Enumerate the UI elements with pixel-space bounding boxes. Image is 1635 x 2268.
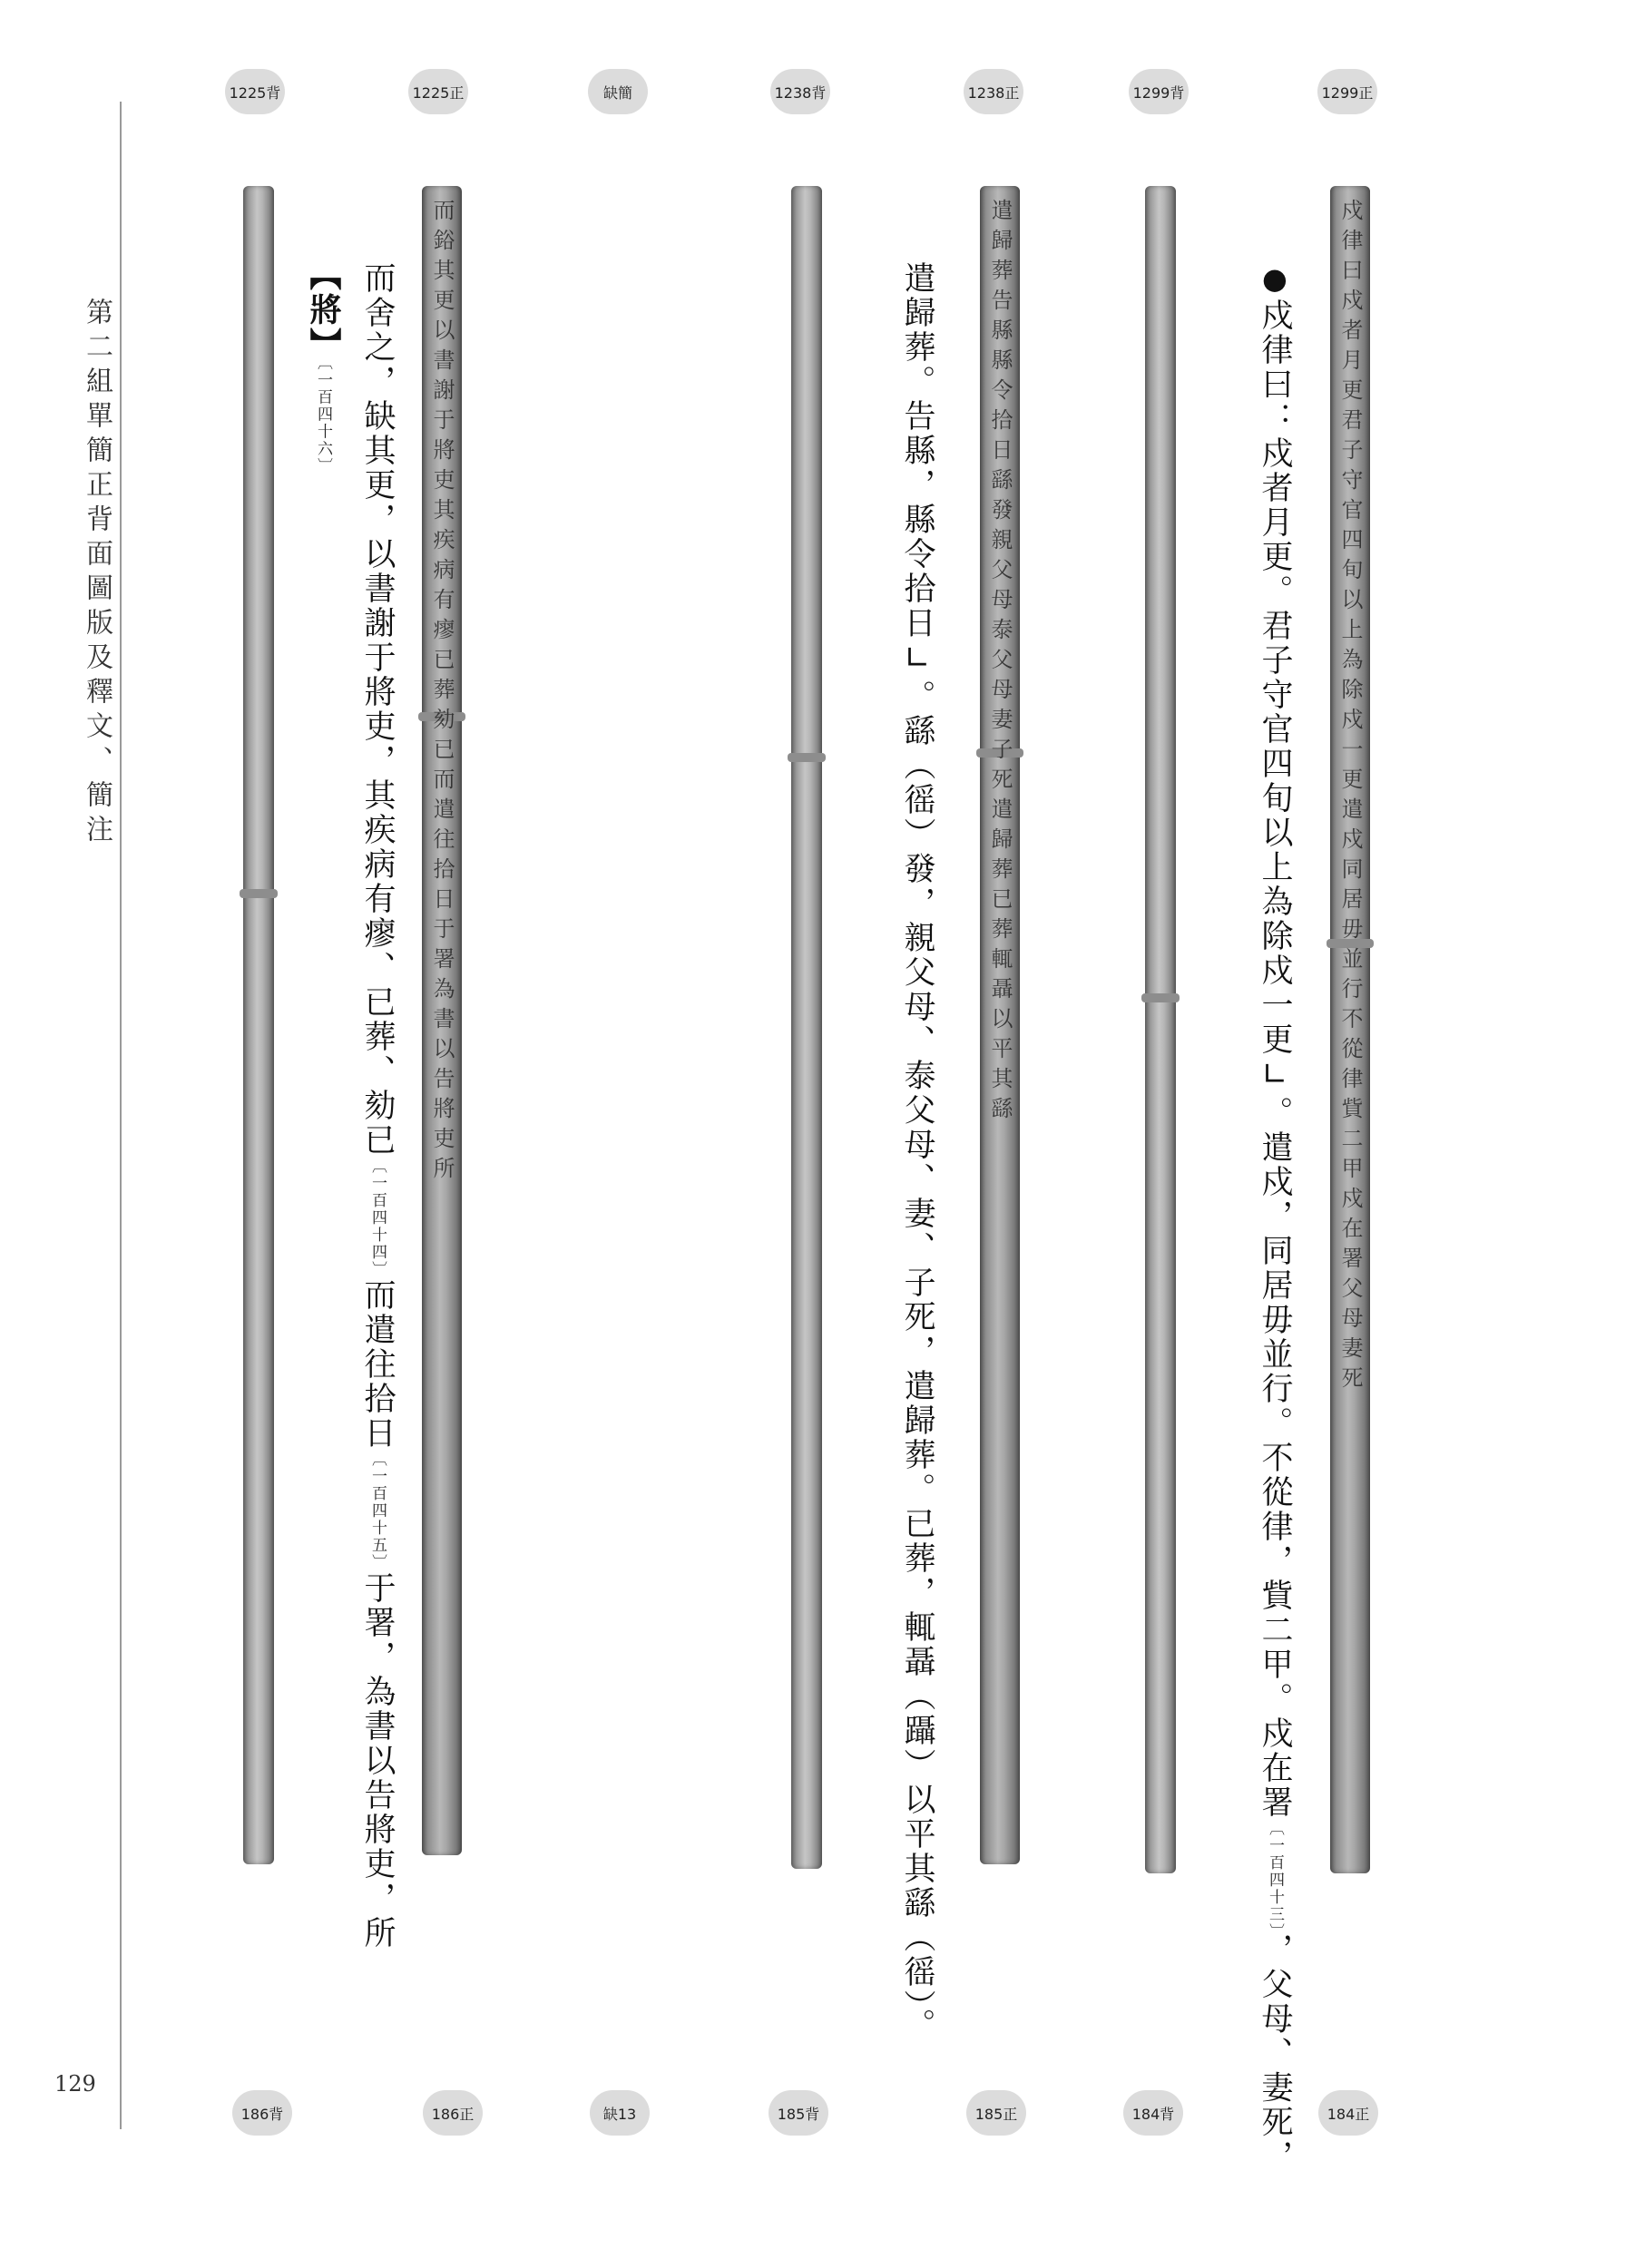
transcription-col-186-end [305,259,342,475]
trans-186-text-b: 而遣往拾日 [359,1278,396,1451]
slip-number-note-144: 〔一百四十四〕 [368,1158,387,1278]
bamboo-slip-1225-front [422,186,462,1855]
label-top-1299-front: 1299正 [1317,69,1377,114]
trans-185-text-a: 遣歸葬。告縣，縣令拾日 [899,261,935,640]
trans-184-text-c: ，父母、妻死， [1257,1932,1293,2175]
slip-glyphs-1225-front: 而鋊其更以書謝于將吏其疾病有瘳已葬劾已而遣往拾日于署為書以告將吏所 [429,199,455,1187]
transcription-col-184 [1257,261,1293,2175]
label-bottom-missing-13: 缺13 [590,2090,650,2136]
trans-184-text-b: 。遣戍，同居毋並行。不從律，貲二甲。戍在署 [1257,1096,1293,1820]
page-number: 129 [54,2071,96,2097]
transcription-col-186-main [359,261,396,1950]
trans-186-end-text: 【將】 [305,259,342,362]
bamboo-slip-1238-back [791,186,822,1869]
trans-186-text-c: 于署，為書以告將吏，所 [359,1571,396,1950]
label-bottom-185-front: 185正 [966,2090,1026,2136]
transcription-col-185 [901,261,933,2043]
label-bottom-184-front: 184正 [1318,2090,1378,2136]
label-bottom-186-back: 186背 [232,2090,292,2136]
bamboo-slip-1238-front [980,186,1020,1864]
label-top-1225-back: 1225背 [225,69,285,114]
label-bottom-185-back: 185背 [769,2090,828,2136]
label-top-1238-front: 1238正 [964,69,1023,114]
slip-number-note-143: 〔一百四十三〕 [1266,1820,1284,1933]
trans-185-text-b: 。繇（徭）發，親父母、泰父母、妻、子死，遣歸葬。已葬，輒聶（躡）以平其繇（徭）。 [899,679,935,2043]
bamboo-slip-1299-back [1145,186,1176,1873]
label-top-1225-front: 1225正 [408,69,468,114]
trans-186-text-a: 而舍之，缺其更，以書謝于將吏，其疾病有瘳、已葬、劾已 [359,261,396,1158]
trans-184-text-a: 戍律曰：戍者月更。君子守官四旬以上為除戍一更 [1257,298,1293,1057]
slip-glyphs-1238-front: 遣歸葬告縣縣令拾日繇發親父母泰父母妻子死遣歸葬已葬輒聶以平其繇 [987,199,1013,1127]
bamboo-slip-1299-front [1330,186,1370,1873]
chapter-title: 第二組單簡正背面圖版及釋文、簡注 [81,298,113,849]
trans-184-mark-a: ∟ [1257,1057,1293,1096]
label-top-missing: 缺簡 [588,69,648,114]
slip-number-note-146: 〔一百四十六〕 [314,362,332,475]
trans-185-mark-a: ∟ [899,640,935,679]
slip-glyphs-1299-front: 戍律曰戍者月更君子守官四旬以上為除戍一更遣戍同居毋並行不從律貲二甲戍在署父母妻死 [1337,199,1363,1396]
label-bottom-186-front: 186正 [423,2090,483,2136]
label-bottom-184-back: 184背 [1123,2090,1183,2136]
label-top-1299-back: 1299背 [1129,69,1189,114]
slip-number-note-145: 〔一百四十五〕 [368,1451,387,1571]
bullet-marker: ● [1258,261,1292,298]
bamboo-slip-1225-back [243,186,274,1864]
label-top-1238-back: 1238背 [770,69,830,114]
